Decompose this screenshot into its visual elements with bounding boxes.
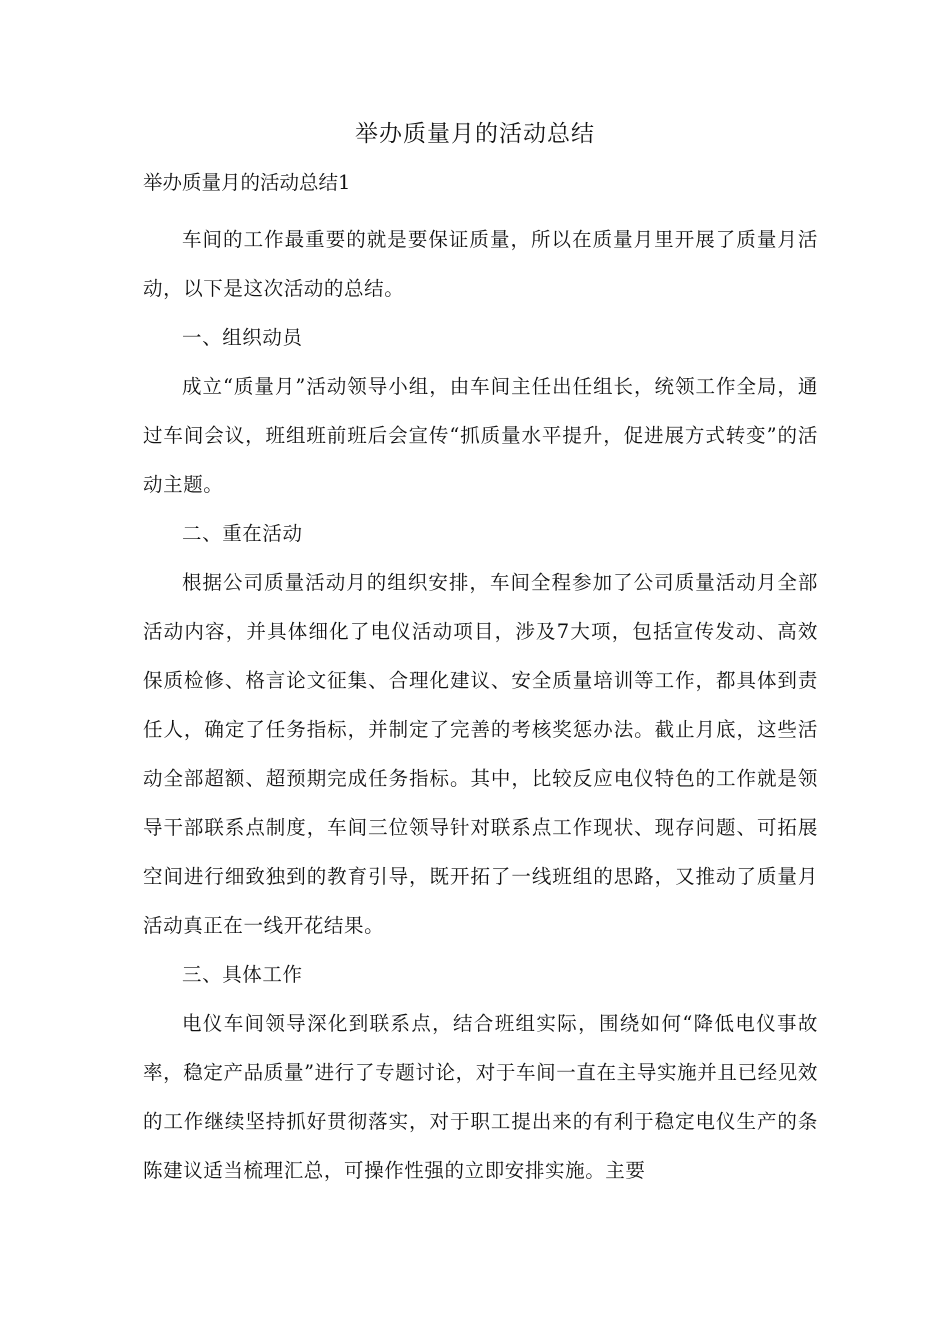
section-heading-activities: 二、重在活动	[182, 522, 303, 545]
paragraph-organize: 成立“质量月”活动领导小组，由车间主任出任组长，统领工作全局，通过车间会议，班组班前班后会宣传“抓质量水平提升，促进展方式转变”的活动主题。	[143, 375, 818, 496]
document-body	[143, 215, 818, 1195]
document-title: 举办质量月的活动总结	[355, 121, 595, 147]
section-heading-organize: 一、组织动员	[182, 326, 303, 349]
paragraph-intro: 车间的工作最重要的就是要保证质量，所以在质量月里开展了质量月活动，以下是这次活动的总结。	[143, 228, 818, 300]
paragraph-specific-work: 电仪车间领导深化到联系点，结合班组实际，围绕如何“降低电仪事故率，稳定产品质量”进行了专题讨论，对于车间一直在主导实施并且已经见效的工作继续坚持抓好贯彻落实，对于职工提出来的有利于稳定电仪生产的条陈建议适当梳理汇总，可操作性强的立即安排实施。主要	[143, 1012, 818, 1182]
section-heading-specific-work: 三、具体工作	[182, 963, 303, 986]
paragraph-activities: 根据公司质量活动月的组织安排，车间全程参加了公司质量活动月全部活动内容，并具体细化了电仪活动项目，涉及7大项，包括宣传发动、高效保质检修、格言论文征集、合理化建议、安全质量培训等工作，都具体到责任人，确定了任务指标，并制定了完善的考核奖惩办法。截止月底，这些活动全部超额、超预期完成任务指标。其中，比较反应电仪特色的工作就是领导干部联系点制度，车间三位领导针对联系点工作现状、现存问题、可拓展空间进行细致独到的教育引导，既开拓了一线班组的思路，又推动了质量月活动真正在一线开花结果。	[143, 571, 818, 937]
document-subtitle: 举办质量月的活动总结1	[143, 171, 351, 194]
